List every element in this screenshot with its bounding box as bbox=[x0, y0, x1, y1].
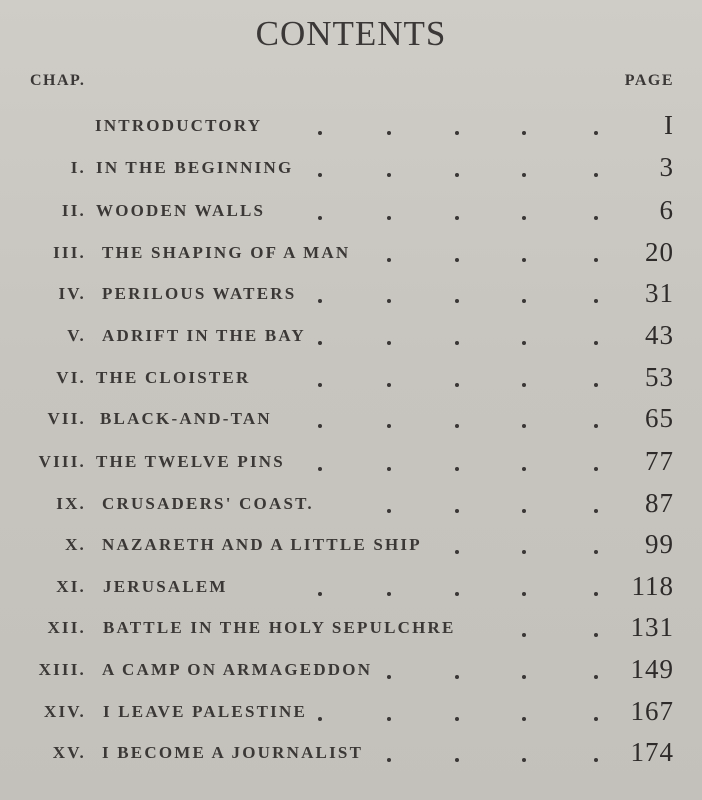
page-number: 65 bbox=[645, 403, 674, 433]
toc-entry bbox=[0, 318, 702, 358]
chapter-title: BLACK-AND-TAN bbox=[100, 409, 272, 428]
leader-dot bbox=[387, 509, 391, 513]
chapter-title: NAZARETH AND A LITTLE SHIP bbox=[102, 535, 422, 554]
chapter-title: BATTLE IN THE HOLY SEPULCHRE bbox=[103, 618, 456, 637]
page-number: 53 bbox=[645, 362, 674, 392]
leader-dot bbox=[455, 509, 459, 513]
leader-dot bbox=[318, 173, 322, 177]
leader-dot bbox=[594, 258, 598, 262]
page-number: 99 bbox=[645, 529, 674, 559]
leader-dot bbox=[594, 467, 598, 471]
leader-dot bbox=[387, 131, 391, 135]
leader-dot bbox=[318, 383, 322, 387]
leader-dot bbox=[594, 633, 598, 637]
leader-dot bbox=[594, 131, 598, 135]
toc-entry bbox=[0, 150, 702, 190]
leader-dot bbox=[387, 592, 391, 596]
leader-dot bbox=[318, 216, 322, 220]
leader-dot bbox=[387, 216, 391, 220]
toc-entry bbox=[0, 193, 702, 233]
chapter-title: WOODEN WALLS bbox=[96, 201, 266, 220]
leader-dot bbox=[522, 509, 526, 513]
leader-dot bbox=[387, 299, 391, 303]
toc-entry bbox=[0, 108, 702, 148]
chapter-title: IN THE BEGINNING bbox=[96, 158, 294, 177]
leader-dot bbox=[387, 173, 391, 177]
chapter-number: III. bbox=[53, 243, 86, 262]
toc-entry bbox=[0, 652, 702, 692]
leader-dot bbox=[594, 550, 598, 554]
leader-dot bbox=[522, 341, 526, 345]
chapter-title: THE SHAPING OF A MAN bbox=[102, 243, 351, 262]
toc-entry bbox=[0, 276, 702, 316]
leader-dot bbox=[387, 258, 391, 262]
leader-dot bbox=[387, 341, 391, 345]
leader-dot bbox=[318, 424, 322, 428]
leader-dot bbox=[594, 383, 598, 387]
page-column-header: PAGE bbox=[624, 72, 674, 89]
chapter-title: THE TWELVE PINS bbox=[96, 452, 285, 471]
chapter-number: XV. bbox=[52, 743, 86, 762]
chapter-number: VI. bbox=[56, 368, 86, 387]
leader-dot bbox=[522, 467, 526, 471]
leader-dot bbox=[387, 467, 391, 471]
leader-dot bbox=[455, 173, 459, 177]
leader-dot bbox=[522, 173, 526, 177]
leader-dot bbox=[522, 258, 526, 262]
leader-dot bbox=[594, 341, 598, 345]
chapter-number: XIII. bbox=[38, 660, 86, 679]
chapter-title: ADRIFT IN THE BAY bbox=[102, 326, 306, 345]
leader-dot bbox=[522, 675, 526, 679]
leader-dot bbox=[455, 592, 459, 596]
page-number: 3 bbox=[659, 152, 674, 182]
page-number: I bbox=[664, 110, 674, 140]
chapter-title: JERUSALEM bbox=[103, 577, 228, 596]
leader-dot bbox=[318, 467, 322, 471]
leader-dot bbox=[522, 758, 526, 762]
leader-dot bbox=[455, 258, 459, 262]
leader-dot bbox=[522, 550, 526, 554]
chapter-title: THE CLOISTER bbox=[96, 368, 251, 387]
chapter-number: XIV. bbox=[43, 702, 86, 721]
leader-dot bbox=[594, 424, 598, 428]
leader-dot bbox=[455, 550, 459, 554]
leader-dot bbox=[594, 675, 598, 679]
chapter-number: V. bbox=[67, 326, 86, 345]
chapter-title: I BECOME A JOURNALIST bbox=[102, 743, 364, 762]
leader-dot bbox=[522, 717, 526, 721]
leader-dot bbox=[522, 592, 526, 596]
leader-dot bbox=[455, 216, 459, 220]
chapter-number: XII. bbox=[47, 618, 86, 637]
toc-entry bbox=[0, 360, 702, 400]
page-number: 20 bbox=[645, 237, 674, 267]
toc-entry bbox=[0, 735, 702, 775]
page-number: 43 bbox=[645, 320, 674, 350]
chapter-number: XI. bbox=[56, 577, 86, 596]
leader-dot bbox=[455, 717, 459, 721]
chapter-number: II. bbox=[61, 201, 86, 220]
leader-dot bbox=[455, 424, 459, 428]
leader-dot bbox=[594, 299, 598, 303]
leader-dot bbox=[522, 424, 526, 428]
leader-dot bbox=[455, 758, 459, 762]
page-number: 131 bbox=[630, 612, 674, 642]
chapter-column-header: CHAP. bbox=[30, 72, 86, 89]
chapter-title: I LEAVE PALESTINE bbox=[103, 702, 307, 721]
leader-dot bbox=[522, 383, 526, 387]
leader-dot bbox=[318, 131, 322, 135]
chapter-number: X. bbox=[65, 535, 86, 554]
leader-dot bbox=[522, 131, 526, 135]
leader-dot bbox=[594, 509, 598, 513]
leader-dot bbox=[594, 216, 598, 220]
leader-dot bbox=[387, 675, 391, 679]
toc-entry bbox=[0, 610, 702, 650]
chapter-title: A CAMP ON ARMAGEDDON bbox=[102, 660, 373, 679]
page-number: 87 bbox=[645, 488, 674, 518]
leader-dot bbox=[387, 383, 391, 387]
leader-dot bbox=[455, 299, 459, 303]
leader-dot bbox=[387, 717, 391, 721]
leader-dot bbox=[318, 341, 322, 345]
chapter-number: VIII. bbox=[38, 452, 86, 471]
chapter-number: IV. bbox=[58, 284, 86, 303]
leader-dot bbox=[594, 173, 598, 177]
chapter-number: VII. bbox=[47, 409, 86, 428]
leader-dot bbox=[455, 467, 459, 471]
leader-dot bbox=[387, 424, 391, 428]
leader-dot bbox=[594, 717, 598, 721]
leader-dot bbox=[455, 675, 459, 679]
page-number: 167 bbox=[630, 696, 674, 726]
toc-entry bbox=[0, 569, 702, 609]
toc-entry bbox=[0, 401, 702, 441]
chapter-number: I. bbox=[70, 158, 86, 177]
contents-heading: CONTENTS bbox=[255, 14, 447, 53]
leader-dot bbox=[318, 717, 322, 721]
leader-dot bbox=[522, 216, 526, 220]
toc-entry bbox=[0, 486, 702, 526]
leader-dot bbox=[455, 131, 459, 135]
page-number: 149 bbox=[630, 654, 674, 684]
chapter-title: CRUSADERS' COAST. bbox=[102, 494, 314, 513]
page-number: 118 bbox=[631, 571, 674, 601]
toc-entry bbox=[0, 235, 702, 275]
leader-dot bbox=[594, 758, 598, 762]
leader-dot bbox=[455, 341, 459, 345]
chapter-title: PERILOUS WATERS bbox=[102, 284, 297, 303]
leader-dot bbox=[387, 758, 391, 762]
page-number: 174 bbox=[630, 737, 674, 767]
leader-dot bbox=[318, 592, 322, 596]
leader-dot bbox=[318, 299, 322, 303]
leader-dot bbox=[522, 299, 526, 303]
toc-entry bbox=[0, 694, 702, 734]
page-number: 31 bbox=[645, 278, 674, 308]
leader-dot bbox=[594, 592, 598, 596]
chapter-number: IX. bbox=[56, 494, 86, 513]
toc-entry bbox=[0, 444, 702, 484]
chapter-title: INTRODUCTORY bbox=[95, 116, 263, 135]
leader-dot bbox=[522, 633, 526, 637]
page-number: 77 bbox=[645, 446, 674, 476]
leader-dot bbox=[455, 383, 459, 387]
toc-entry bbox=[0, 527, 702, 567]
page-number: 6 bbox=[659, 195, 674, 225]
